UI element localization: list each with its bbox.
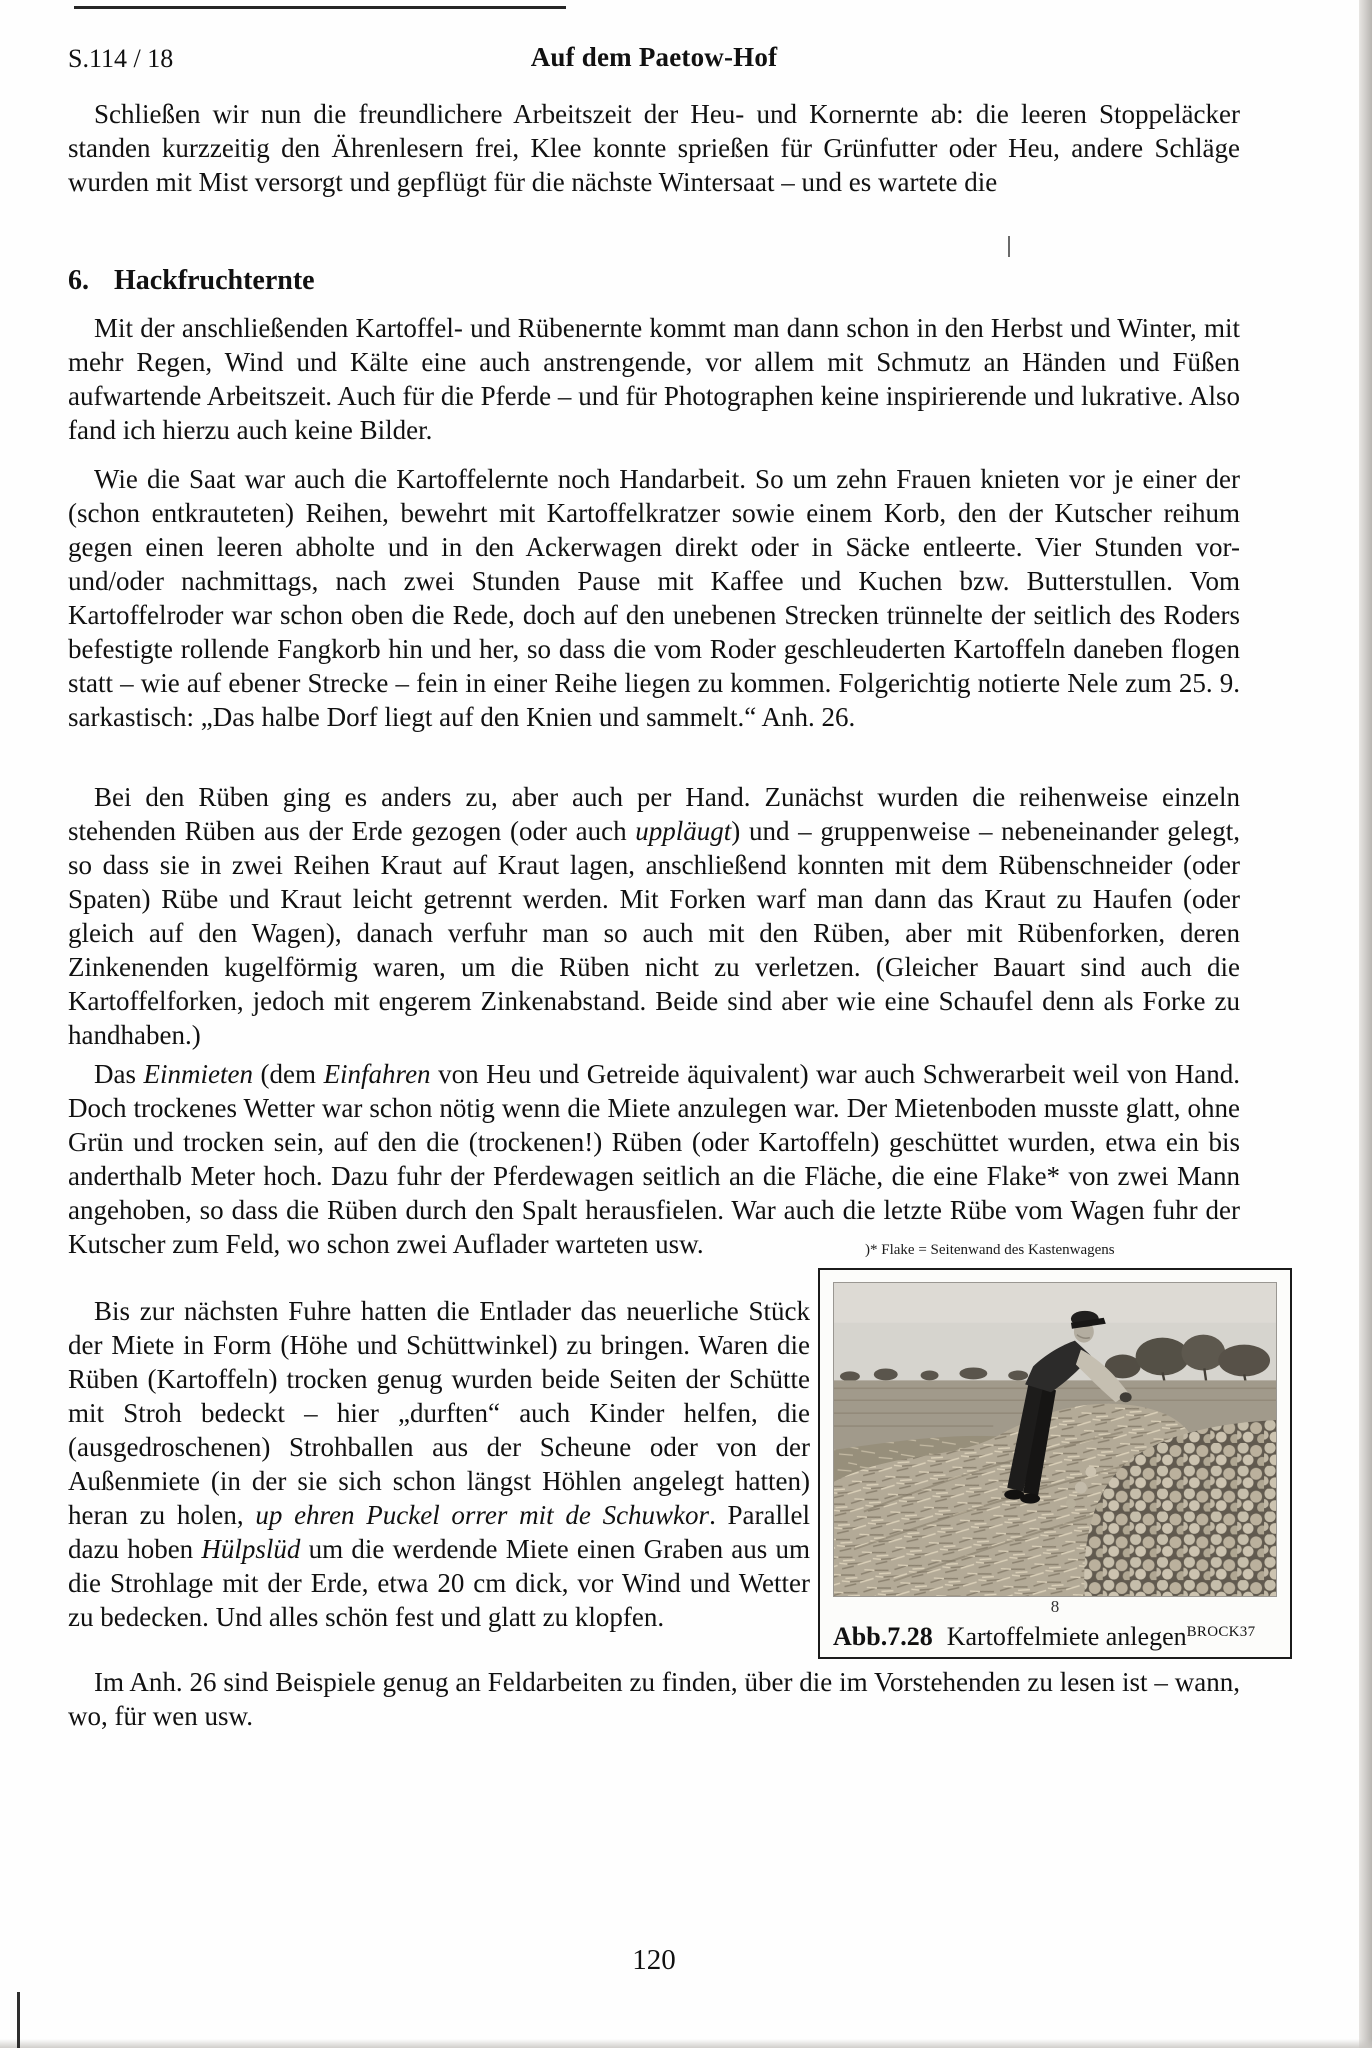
page-number: 120: [632, 1944, 676, 1976]
page-title: Auf dem Paetow-Hof: [530, 42, 778, 72]
figure-caption-source: BROCK37: [1186, 1624, 1256, 1640]
footnote-flake: )* Flake = Seitenwand des Kastenwagens: [865, 1242, 1115, 1258]
paragraph-harvest-close: Schließen wir nun die freundlichere Arbeitszeit der Heu- und Kornernte ab: die leeren Stoppeläcker standen kurzzeitig den Ährenlesern frei, Klee konnte sprießen für Grünfutter oder Heu, andere Schläge wurden mit Mist versorgt und gepflügt für die nächste Wintersaat – und es wartete die: [68, 99, 1240, 197]
scan-edge-bottom: [0, 2039, 1372, 2048]
kartoffelmiete-photo-illustration: [834, 1283, 1276, 1596]
paragraph-kartoffelernte: Wie die Saat war auch die Kartoffelernte noch Handarbeit. So um zehn Frauen knieten vor je einer der (schon entkrauteten) Reihen, bewehrt mit Kartoffelkratzer sowie einem Korb, den der Kutscher reihum gegen einen leeren abholte und in den Ackerwagen direkt oder in Säcke entleerte. Vier Stunden vor- und/oder nachmittags, nach zwei Stunden Pause mit Kaffee und Kuchen bzw. Butterstullen. Vom Kartoffelroder war schon oben die Rede, doch auf den unebenen Strecken trünnelte der seitlich des Roders befestigte rollende Fangkorb hin und her, so dass die vom Roder geschleuderten Kartoffeln daneben flogen statt – wie auf ebener Strecke – fein in einer Reihe liegen zu kommen. Folgerichtig notierte Nele zum 25. 9. sarkastisch: „Das halbe Dorf liegt auf den Knien und sammelt.“ Anh. 26.: [68, 464, 1240, 732]
figure-caption-label: Abb.7.28: [833, 1622, 933, 1651]
paragraph-einmieten: Das Einmieten (dem Einfahren von Heu und Getreide äquivalent) war auch Schwerarbeit weil von Hand. Doch trockenes Wetter war schon nötig wenn die Miete anzulegen war. Der Mietenboden musste glatt, ohne Grün und trocken sein, auf den die (trockenen!) Rüben (oder Kartoffeln) geschüttet wurden, etwa ein bis anderthalb Meter hoch. Dazu fuhr der Pferdewagen seitlich an die Fläche, die eine Flake* von zwei Mann angehoben, so dass die Rüben durch den Spalt herausfielen. War auch die letzte Rübe vom Wagen fuhr der Kutscher zum Feld, wo schon zwei Auflader warteten usw.: [68, 1059, 1240, 1259]
photo-number: 8: [1050, 1597, 1060, 1616]
section-number: 6.: [68, 265, 89, 296]
photo-kartoffelmiete: [833, 1282, 1277, 1597]
figure-box: [818, 1268, 1292, 1659]
figure-caption-text: Kartoffelmiete anlegen: [946, 1622, 1187, 1651]
scan-speck: [1008, 236, 1010, 257]
section-label: Hackfruchternte: [114, 265, 315, 296]
scan-edge-top-line: [74, 6, 566, 9]
paragraph-entlader-column: Bis zur nächsten Fuhre hatten die Entlader das neuerliche Stück der Miete in Form (Höhe und Schüttwinkel) zu bringen. Waren die Rüben (Kartoffeln) trocken genug wurden beide Seiten der Schütte mit Stroh bedeckt – hier „durften“ auch Kinder helfen, die (ausgedroschenen) Strohballen aus der Scheune oder von der Außenmiete (in der sie sich schon längst Höhlen angelegt hatten) heran zu holen, up ehren Puckel orrer mit de Schuwkor. Parallel dazu hoben Hülpslüd um die werdende Miete einen Graben aus um die Strohlage mit der Erde, etwa 20 cm dick, vor Wind und Wetter zu bedecken. Und alles schön fest und glatt zu klopfen.: [68, 1296, 811, 1632]
section-heading: [68, 264, 315, 298]
paragraph-anhang: Im Anh. 26 sind Beispiele genug an Feldarbeiten zu finden, über die im Vorstehenden zu lesen ist – wann, wo, für wen usw.: [68, 1667, 1240, 1731]
scan-edge-right: [1359, 0, 1372, 2048]
figure-caption: [833, 1617, 1278, 1652]
page-reference: S.114 / 18: [68, 44, 174, 73]
paragraph-rueben: Bei den Rüben ging es anders zu, aber auch per Hand. Zunächst wurden die reihenweise einzeln stehenden Rüben aus der Erde gezogen (oder auch uppläugt) und – gruppenweise – nebeneinander gelegt, so dass sie in zwei Reihen Kraut auf Kraut lagen, anschließend konnten mit dem Rübenschneider (oder Spaten) Rübe und Kraut leicht getrennt werden. Mit Forken warf man dann das Kraut zu Haufen (oder gleich auf den Wagen), danach verfuhr man so auch mit den Rüben, aber mit Rübenforken, deren Zinkenenden kugelförmig waren, um die Rüben nicht zu verletzen. (Gleicher Bauart sind auch die Kartoffelforken, jedoch mit engerem Zinkenabstand. Beide sind aber wie eine Schaufel denn als Forke zu handhaben.): [68, 782, 1240, 1050]
photo-tint: [834, 1283, 1276, 1596]
paragraph-hackfrucht-intro: Mit der anschließenden Kartoffel- und Rübenernte kommt man dann schon in den Herbst und Winter, mit mehr Regen, Wind und Kälte eine auch anstrengende, vor allem mit Schmutz an Händen und Füßen aufwartende Arbeitszeit. Auch für die Pferde – und für Photographen keine inspirierende und lukrative. Also fand ich hierzu auch keine Bilder.: [68, 313, 1240, 445]
scan-edge-left-tick: [17, 1992, 20, 2048]
